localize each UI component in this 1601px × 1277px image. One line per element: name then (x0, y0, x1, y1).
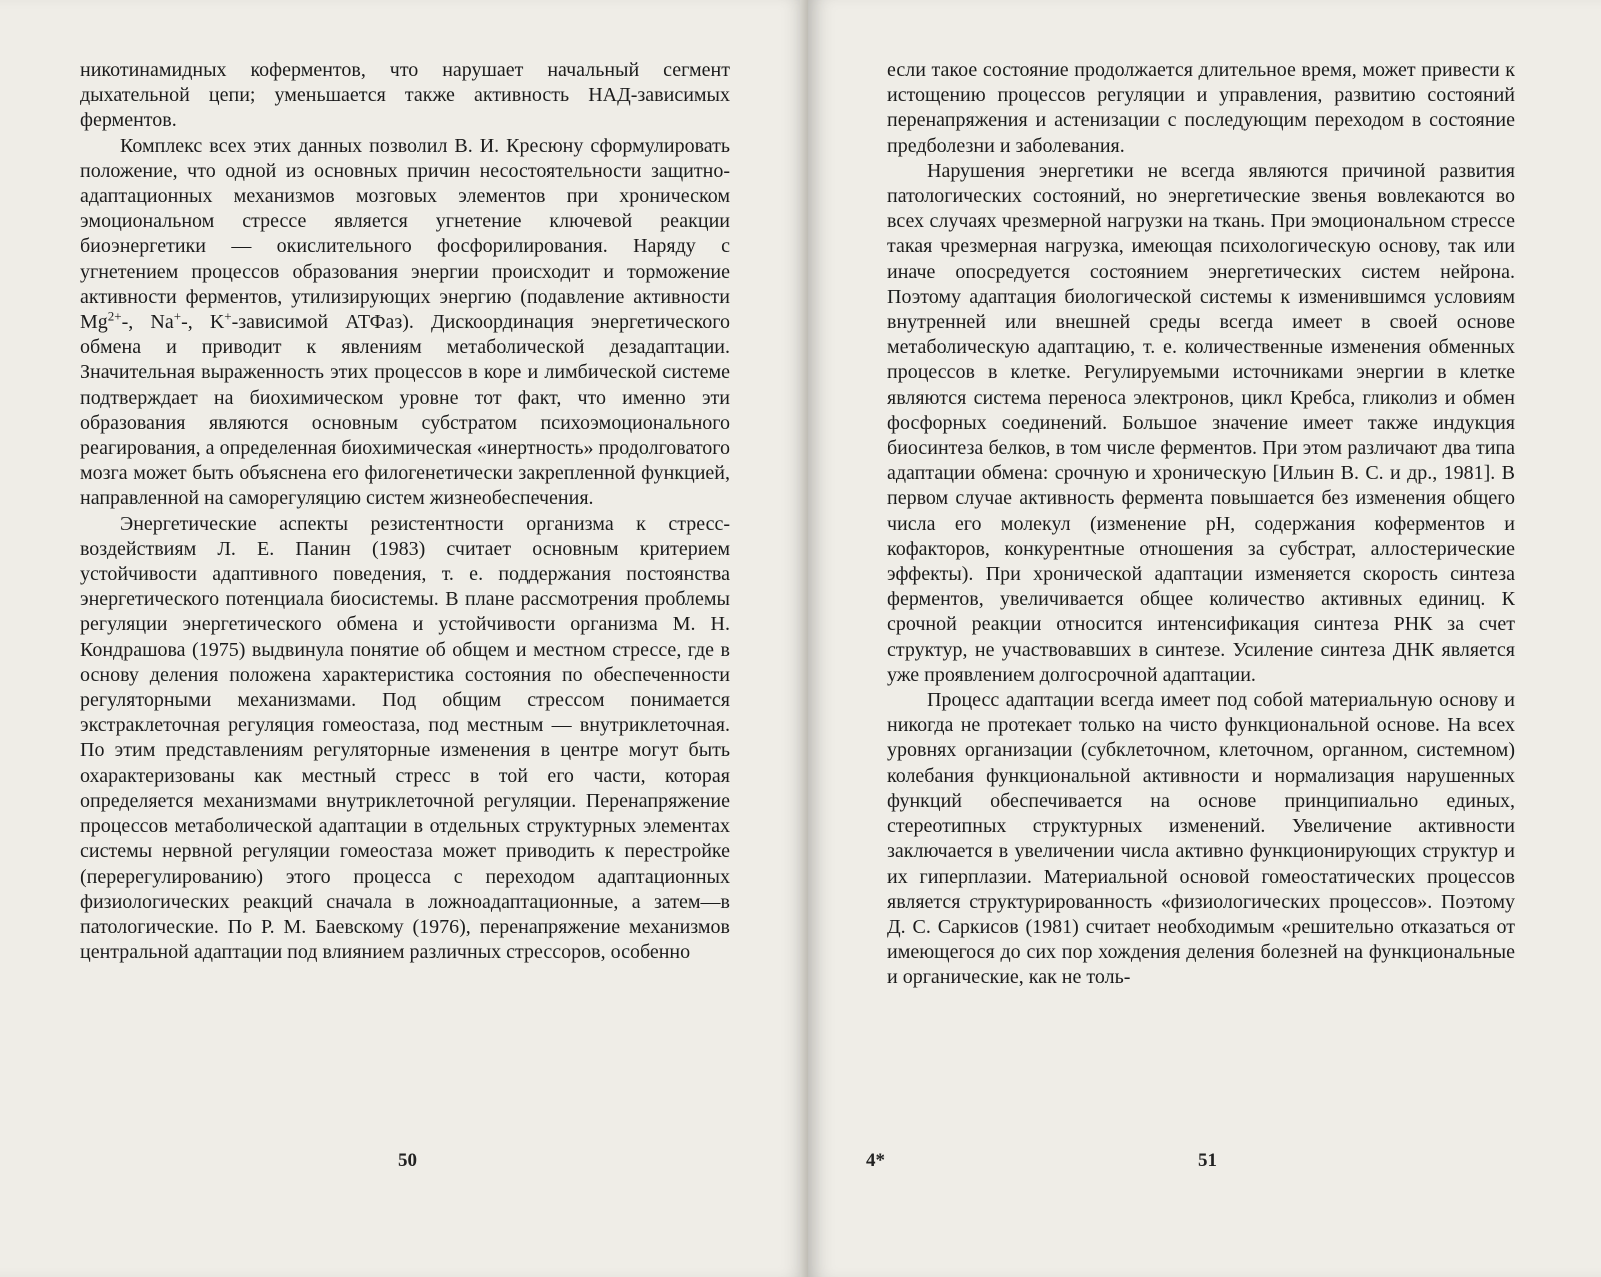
paragraph: если такое состояние продолжается длительное время, может привести к истощению процессов регуляции и управления, развитию состояний перенапряжения и астенизации с последующим переходом в состояние предболезни и заболевания. (887, 59, 1515, 157)
paragraph: Процесс адаптации всегда имеет под собой материальную основу и никогда не протекает только на чисто функциональной основе. На всех уровнях организации (субклеточном, клеточном, органном, системном) колебания функциональной активности и нормализация нарушенных функций обеспечивается на основе принципиально единых, стереотипных структурных изменений. Увеличение активности заключается в увеличении числа активно функционирующих структур и их гиперплазии. Материальной основой гомеостатических процессов является структурированность «физиологических процессов». Поэтому Д. С. Саркисов (1981) считает необходимым «решительно отказаться от имеющегося до сих пор хождения деления болезней на функциональные и органические, как не толь- (887, 689, 1515, 989)
paragraph: Комплекс всех этих данных позволил В. И. Кресюну сформулировать положение, что одной из основных причин несостоятельности защитно-адаптационных механизмов мозговых элементов при хроническом эмоциональном стрессе является угнетение ключевой реакции биоэнергетики — окислительного фосфорилирования. Наряду с угнетением процессов образования энергии происходит и торможение активности ферментов, утилизирующих энергию (подавление активности $Mg^{2+}-$, Na+-, K+-зависимой АТФаз). Дискоординация энергетического обмена и приводит к явлениям метаболической дезадаптации. Значительная выраженность этих процессов в коре и лимбической системе подтверждает на биохимическом уровне тот факт, что именно эти образования являются основным субстратом психоэмоционального реагирования, а определенная биохимическая «инертность» продолговатого мозга может быть объяснена его филогенетически закрепленной функцией, направленной на саморегуляцию систем жизнеобеспечения. (80, 134, 730, 510)
ion-mg-charge: 2+ (107, 308, 122, 324)
ion-k-charge: + (224, 308, 232, 324)
right-page-text (887, 58, 1515, 991)
ion-mg: Mg (80, 311, 108, 334)
ion-k: K (209, 311, 225, 334)
signature-mark: 4* (866, 1150, 885, 1171)
paragraph: никотинамидных коферментов, что нарушает начальный сегмент дыхательной цепи; уменьшается также активность НАД-зависимых ферментов. (80, 59, 730, 132)
ion-tail: -зависимой АТФаз). (231, 311, 414, 334)
paragraph-text: Дискоординация энергетического обмена и приводит к явлениям метаболической дезадаптации. Значительная выраженность этих процессов в коре и лимбической системе подтверждает на биохимическом уровне тот факт, что именно эти образования являются основным субстратом психоэмоционального реагирования, а определенная биохимическая «инертность» продолговатого мозга может быть объяснена его филогенетически закрепленной функцией, направленной на саморегуляцию систем жизнеобеспечения. (80, 311, 730, 510)
paragraph-text: Комплекс всех этих данных позволил В. И. Кресюну сформулировать положение, что одной из основных причин несостоятельности защитно-адаптационных механизмов мозговых элементов при хроническом эмоциональном стрессе является угнетение ключевой реакции биоэнергетики — окислительного фосфорилирования. Наряду с угнетением процессов образования энергии происходит и торможение активности ферментов, утилизирующих энергию (подавление активности (80, 134, 730, 308)
paragraph: Нарушения энергетики не всегда являются причиной развития патологических состояний, но энергетические звенья вовлекаются во всех случаях чрезмерной нагрузки на ткань. При эмоциональном стрессе такая чрезмерная нагрузка, имеющая психологическую основу, так или иначе опосредуется состоянием энергетических систем нейрона. Поэтому адаптация биологической системы к изменившимся условиям внутренней или внешней среды всегда имеет в своей основе метаболическую адаптацию, т. е. количественные изменения обменных процессов в клетке. Регулируемыми источниками энергии в клетке являются система переноса электронов, цикл Кребса, гликолиз и обмен фосфорных соединений. Большое значение имеет также индукция биосинтеза белков, в том числе ферментов. При этом различают два типа адаптации обмена: срочную и хроническую [Ильин В. С. и др., 1981]. В первом случае активность фермента повышается без изменения общего числа его молекул (изменение pH, содержания коферментов и кофакторов, конкурентные отношения за субстрат, аллостерические эффекты). При хронической адаптации изменяется скорость синтеза ферментов, увеличивается общее количество активных единиц. К срочной реакции относится интенсификация синтеза РНК за счет структур, не участвовавших в синтезе. Усиление синтеза ДНК является уже проявлением долгосрочной адаптации. (887, 159, 1515, 686)
right-page (808, 0, 1601, 1277)
paragraph: Энергетические аспекты резистентности организма к стресс-воздействиям Л. Е. Панин (1983) считает основным критерием устойчивости адаптивного поведения, т. е. поддержания постоянства энергетического потенциала биосистемы. В плане рассмотрения проблемы регуляции энергетического обмена и устойчивости организма М. Н. Кондрашова (1975) выдвинула понятие об общем и местном стрессе, где в основу деления положена характеристика состояния по обеспеченности регуляторными механизмами. Под общим стрессом понимается экстраклеточная регуляция гомеостаза, под местным — внутриклеточная. По этим представлениям регуляторные изменения в центре могут быть охарактеризованы как местный стресс в той его части, которая определяется механизмами внутриклеточной регуляции. Перенапряжение процессов метаболической адаптации в отдельных структурных элементах системы нервной регуляции гомеостаза может приводить к перестройке (перерегулированию) этого процесса с переходом адаптационных физиологических реакций сначала в ложноадаптационные, а затем—в патологические. По Р. М. Баевскому (1976), перенапряжение механизмов центральной адаптации под влиянием различных стрессоров, особенно (80, 512, 730, 964)
page-number: 51 (1198, 1150, 1217, 1171)
ion-na-charge: + (173, 308, 182, 324)
left-page-text (80, 58, 730, 965)
page-number: 50 (398, 1150, 417, 1171)
ion-na: Na (150, 311, 174, 334)
